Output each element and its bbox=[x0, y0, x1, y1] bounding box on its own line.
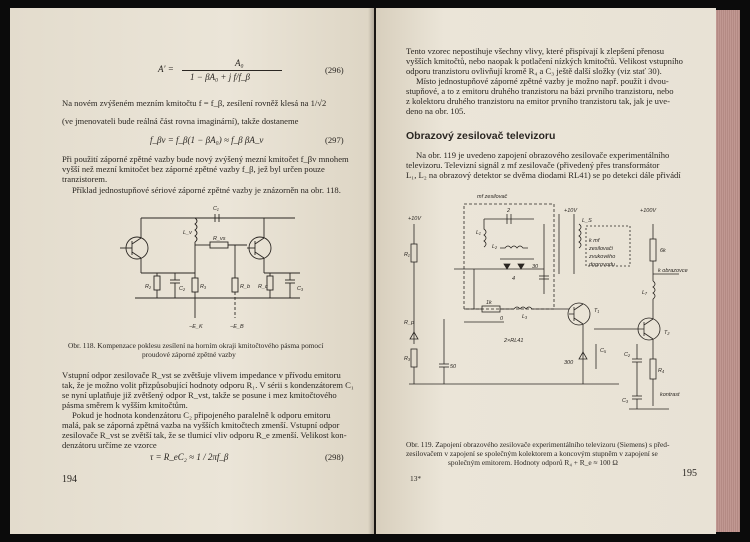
fig119-label-r1: R₁ bbox=[404, 252, 410, 258]
fig119-label-c2: 2 bbox=[507, 208, 511, 214]
right-p1-line7: deno na obr. 105. bbox=[406, 106, 466, 116]
fig119-caption-line1: Obr. 119. Zapojení obrazového zesilovače experimentálního televizoru (Siemens) s před- bbox=[406, 440, 670, 449]
right-p2-line1: Na obr. 119 je uvedeno zapojení obrazového zesilovače experimentálního bbox=[416, 150, 670, 160]
left-p3-line4: pásma směrem k vyšším kmitočtům. bbox=[62, 400, 188, 410]
left-p3-line2: tak, že je možno volit přizpůsobující hodnoty odporu R₁. V sérii s kondenzátorem C₁ bbox=[62, 380, 354, 390]
fig118-label-eb: −E_B bbox=[230, 324, 244, 330]
fig119-label-r1k: 1k bbox=[486, 300, 492, 306]
fig119-label-t2: T₂ bbox=[664, 330, 670, 336]
fig119-label-kmf: k mf bbox=[589, 238, 600, 244]
fig119-label-v10: +10V bbox=[408, 216, 421, 222]
eq298-formula: τ = R_eC₂ ≈ 1 / 2πf_β bbox=[150, 452, 229, 462]
fig118-label-lv: L_v bbox=[183, 230, 192, 236]
fig119-label-c50: 50 bbox=[450, 364, 457, 370]
right-page-number: 195 bbox=[682, 468, 697, 479]
fig119-label-r3: R₃ bbox=[404, 356, 411, 362]
fig118-label-r2: R₂ bbox=[145, 284, 152, 290]
left-p3-line5: Pokud je hodnota kondenzátoru C₂ připojeného paralelně k odporu emitoru bbox=[72, 410, 331, 420]
fig119-label-v10b: +10V bbox=[564, 208, 577, 214]
fig119-label-v100: +100V bbox=[640, 208, 657, 214]
fig119-label-r6k: 6k bbox=[660, 248, 666, 254]
fig118-label-ek: −E_K bbox=[189, 324, 203, 330]
fig118-label-c2: C₂ bbox=[179, 286, 186, 292]
left-p3-line6: malá, pak se záporná zpětná vazba na vyšších kmitočtech zmenší. Vstupní odpor bbox=[62, 420, 340, 430]
figure-119-schematic bbox=[404, 184, 704, 434]
fig119-label-c300: 300 bbox=[564, 360, 574, 366]
right-p1-line3: odporu tranzistoru ovlivňují kromě R₄ a C₃ ještě další složky (viz stať 30). bbox=[406, 66, 662, 76]
fig119-label-c5: C₅ bbox=[600, 348, 607, 354]
fig119-label-l7: L₇ bbox=[642, 290, 647, 296]
fig118-label-ck: C₃ bbox=[297, 286, 304, 292]
fig119-label-kontrast: kontrast bbox=[660, 392, 680, 398]
eq296-fraction-bar bbox=[182, 70, 282, 71]
signature-mark: 13* bbox=[410, 474, 422, 483]
right-p1-line1: Tento vzorec nepostihuje všechny vlivy, které přispívají k zlepšení přenosu bbox=[406, 46, 665, 56]
left-p3-line7: zesilovače R_vst se zvětší tak, že se tlumicí vliv odporu R_e zmenší. Velikost kon- bbox=[62, 430, 347, 440]
fig119-label-c4: 4 bbox=[512, 276, 516, 282]
right-p1-line6: z kolektoru druhého tranzistoru na emitor prvního tranzistoru tak, jak je uve- bbox=[406, 96, 670, 106]
left-p2-line1: Při použití záporné zpětné vazby bude nový zvýšený mezní kmitočet f_βv mnohem bbox=[62, 154, 349, 164]
fig119-label-l1: L₁ bbox=[476, 230, 481, 236]
fig118-label-rvs: R_vs bbox=[213, 236, 226, 242]
eq297-number: (297) bbox=[325, 135, 344, 145]
fig119-label-l2: L₂ bbox=[492, 244, 498, 250]
right-p1-line2: vyšších kmitočtů, nebo naopak k potlačení nízkých kmitočtů. Velikost vstupního bbox=[406, 56, 683, 66]
fig119-label-c2b: C₂ bbox=[624, 352, 631, 358]
fig118-label-rc: R_c bbox=[258, 284, 268, 290]
open-book bbox=[10, 8, 740, 536]
left-p2-line3: tranzistorem. bbox=[62, 174, 108, 184]
fig119-label-c0: 0 bbox=[500, 316, 504, 322]
left-p3-line8: denzátoru určíme ze vzorce bbox=[62, 440, 157, 450]
fig119-label-kmf-3: zvukového bbox=[589, 254, 616, 260]
fig119-label-kmf-4: doprovodu bbox=[589, 262, 615, 268]
right-p2-line2: televizoru. Televizní signál z mf zesilovače (přivedený přes transformátor bbox=[406, 160, 660, 170]
fig118-label-rb: R_b bbox=[240, 284, 251, 290]
right-p2-line3: L₁, L₂ na obrazový detektor se dvěma diodami RL41) se po detekci dále přivádí bbox=[406, 170, 681, 180]
fig118-caption-line1: Obr. 118. Kompenzace poklesu zesílení na horním okraji kmitočtového pásma pomocí bbox=[68, 341, 324, 350]
fig118-label-r3: R₃ bbox=[200, 284, 207, 290]
fig119-label-kmf-2: zesilovači bbox=[589, 246, 613, 252]
left-p1-line1: Na novém zvýšeném mezním kmitočtu f = f_β, zesílení rovněž klesá na 1/√2 bbox=[62, 98, 327, 108]
fig119-label-kob: k obrazovce bbox=[658, 268, 688, 274]
fig118-caption-line2: proudové záporné zpětné vazby bbox=[142, 350, 236, 359]
fig119-label-ls: L_S bbox=[582, 218, 592, 224]
right-p1-line4: Místo jednostupňové záporné zpětné vazby je možno např. použít i dvou- bbox=[416, 76, 669, 86]
eq298-number: (298) bbox=[325, 452, 344, 462]
fig119-label-r4: R₄ bbox=[658, 368, 665, 374]
fig119-label-l3: L₃ bbox=[522, 314, 528, 320]
eq296-numerator: A₀ bbox=[235, 58, 244, 68]
fig119-label-mf: mf zesilovač bbox=[477, 194, 508, 200]
eq296-denominator: 1 − βA₀ + j f/f_β bbox=[190, 72, 250, 82]
section-heading: Obrazový zesilovač televizoru bbox=[406, 130, 556, 142]
right-p1-line5: stupňové, a to z emitoru druhého tranzistoru na bázi prvního tranzistoru, nebo bbox=[406, 86, 674, 96]
page-edges bbox=[716, 10, 740, 532]
fig119-label-rp: R_p bbox=[404, 320, 415, 326]
fig119-caption-line2: zesilovačem v zapojení se společným kolektorem a koncovým stupněm v zapojení se bbox=[406, 449, 658, 458]
eq296-lhs: A′ = bbox=[158, 64, 174, 74]
eq297-formula: f_βv = f_β(1 − βA₀) ≈ f_β βA_v bbox=[150, 135, 264, 145]
fig119-caption-line3: společným emitorem. Hodnoty odporů R₄ + R_e ≈ 100 Ω bbox=[448, 458, 618, 467]
left-p3-line3: se nyní uplatňuje již zvětšený odpor R_vst, takže se posune i mez kmitočtového bbox=[62, 390, 337, 400]
fig119-label-c3: C₃ bbox=[622, 398, 629, 404]
eq296-number: (296) bbox=[325, 65, 344, 75]
left-p1-line2: (ve jmenovateli bude reálná část rovna imaginární), takže dostaneme bbox=[62, 116, 299, 126]
left-page-number: 194 bbox=[62, 474, 77, 485]
fig118-label-c1: C₁ bbox=[213, 206, 219, 212]
fig119-label-c30: 30 bbox=[532, 264, 539, 270]
left-p2-line4: Příklad jednostupňové sériové záporné zpětné vazby je znázorněn na obr. 118. bbox=[72, 185, 341, 195]
left-p2-line2: vyšší než mezní kmitočet bez záporné zpětné vazby f_β, jež byl určen pouze bbox=[62, 164, 325, 174]
left-p3-line1: Vstupní odpor zesilovače R_vst se zvětšuje vlivem impedance v přívodu emitoru bbox=[62, 370, 341, 380]
fig119-label-d2: 2×RL41 bbox=[504, 338, 524, 344]
left-page bbox=[10, 8, 374, 534]
figure-118-schematic bbox=[115, 198, 320, 333]
fig119-label-t1: T₁ bbox=[594, 308, 600, 314]
right-page bbox=[376, 8, 716, 534]
